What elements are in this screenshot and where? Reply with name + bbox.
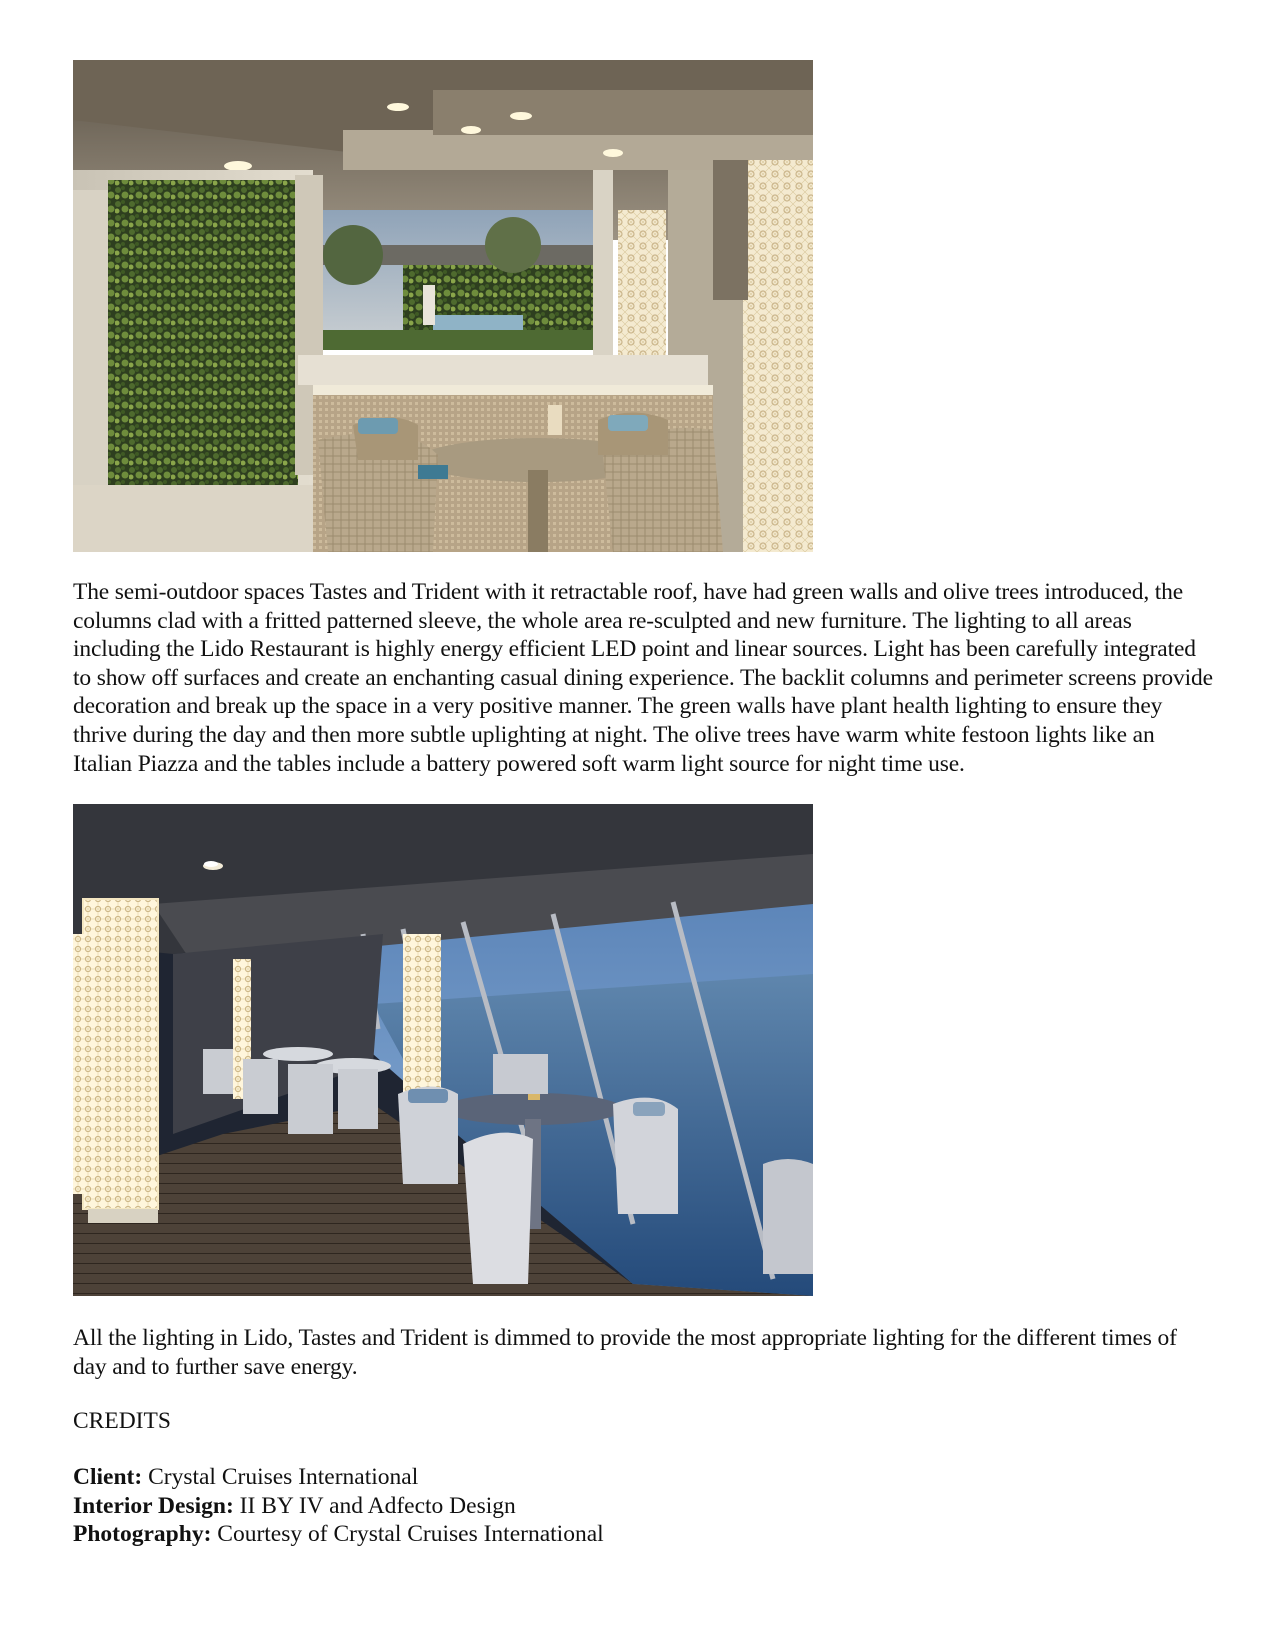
credit-interior-design bbox=[73, 1492, 1213, 1521]
credit-design-value: II BY IV and Adfecto Design bbox=[239, 1492, 516, 1519]
photo-lido-deck bbox=[73, 804, 813, 1296]
photo-tastes-green-wall bbox=[73, 60, 813, 552]
credit-client-label: Client: bbox=[73, 1463, 143, 1490]
credits-heading: CREDITS bbox=[73, 1408, 171, 1435]
credit-photo-label: Photography: bbox=[73, 1521, 212, 1548]
credit-design-label: Interior Design: bbox=[73, 1492, 234, 1519]
credit-client-value: Crystal Cruises International bbox=[148, 1463, 419, 1490]
body-paragraph-2: All the lighting in Lido, Tastes and Trident is dimmed to provide the most appropriate lighting for the different times of day and to further save energy. bbox=[73, 1325, 1177, 1380]
credits-block bbox=[73, 1463, 1213, 1549]
credit-client bbox=[73, 1463, 1213, 1492]
body-paragraph-1: The semi-outdoor spaces Tastes and Trident with it retractable roof, have had green walls and olive trees introduced, the columns clad with a fritted patterned sleeve, the whole area re-sculpted and new furniture. The lighting to all areas including the Lido Restaurant is highly energy efficient LED point and linear sources. Light has been carefully integrated to show off surfaces and create an enchanting casual dining experience. The backlit columns and perimeter screens provide decoration and break up the space in a very positive manner. The green walls have plant health lighting to ensure they thrive during the day and then more subtle uplighting at night. The olive trees have warm white festoon lights like an Italian Piazza and the tables include a battery powered soft warm light source for night time use. bbox=[73, 579, 1213, 777]
credit-photography bbox=[73, 1520, 1213, 1549]
document-page bbox=[73, 60, 1213, 1549]
credit-photo-value: Courtesy of Crystal Cruises International bbox=[217, 1521, 604, 1548]
